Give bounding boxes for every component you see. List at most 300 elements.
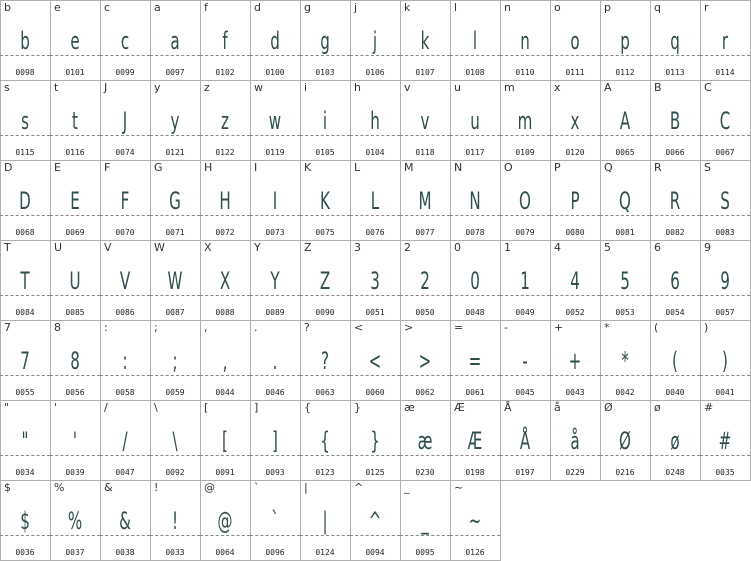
glyph-sample: B xyxy=(669,107,681,135)
character-label: ; xyxy=(154,321,158,334)
glyph-sample: Z xyxy=(319,267,331,295)
character-label: + xyxy=(554,321,564,334)
glyph-cell xyxy=(500,400,550,480)
glyph-cell xyxy=(350,0,400,80)
glyph-sample: > xyxy=(418,347,432,375)
char-code: 0101 xyxy=(65,68,85,77)
glyph-cell xyxy=(150,80,200,160)
character-label: q xyxy=(654,1,661,14)
glyph-cell xyxy=(600,0,650,80)
glyph-sample: 0 xyxy=(470,267,480,295)
char-code: 0066 xyxy=(665,148,685,157)
glyph-sample: ; xyxy=(172,347,178,375)
glyph-sample: v xyxy=(420,107,430,135)
glyph-sample: ^ xyxy=(368,507,382,535)
glyph-sample: X xyxy=(219,267,231,295)
glyph-cell xyxy=(150,320,200,400)
glyph-sample: H xyxy=(219,187,231,215)
glyph-sample: P xyxy=(570,187,580,215)
glyph-cell xyxy=(300,400,350,480)
char-code: 0075 xyxy=(315,228,335,237)
glyph-cell xyxy=(200,320,250,400)
char-code: 0123 xyxy=(315,468,335,477)
character-label: Z xyxy=(304,241,312,254)
character-label: N xyxy=(454,161,463,174)
glyph-cell xyxy=(50,240,100,320)
glyph-sample: q xyxy=(670,27,680,55)
glyph-sample: ( xyxy=(672,347,678,375)
glyph-cell xyxy=(500,160,550,240)
character-label: w xyxy=(254,81,263,94)
glyph-cell xyxy=(300,320,350,400)
glyph-sample: z xyxy=(221,107,229,135)
glyph-sample: F xyxy=(120,187,130,215)
character-label: ] xyxy=(254,401,259,414)
character-label: A xyxy=(604,81,612,94)
character-label: 5 xyxy=(604,241,611,254)
char-code: 0229 xyxy=(565,468,585,477)
glyph-sample: Æ xyxy=(467,427,483,455)
char-code: 0061 xyxy=(465,388,485,397)
glyph-sample: | xyxy=(322,507,328,535)
character-label: { xyxy=(304,401,311,414)
character-label: H xyxy=(204,161,213,174)
glyph-cell xyxy=(100,400,150,480)
character-label: ~ xyxy=(454,481,464,494)
glyph-cell xyxy=(500,240,550,320)
character-label: k xyxy=(404,1,411,14)
glyph-cell xyxy=(350,160,400,240)
glyph-cell xyxy=(550,160,600,240)
glyph-sample: T xyxy=(20,267,30,295)
char-code: 0081 xyxy=(615,228,635,237)
character-label: t xyxy=(54,81,59,94)
character-label: O xyxy=(504,161,513,174)
glyph-sample: 9 xyxy=(720,267,730,295)
character-label: f xyxy=(204,1,208,14)
char-code: 0038 xyxy=(115,548,135,557)
glyph-cell xyxy=(400,160,450,240)
character-label: 9 xyxy=(704,241,711,254)
glyph-cell xyxy=(100,480,150,560)
char-code: 0070 xyxy=(115,228,135,237)
glyph-cell xyxy=(450,160,500,240)
char-code: 0114 xyxy=(715,68,735,77)
glyph-cell xyxy=(400,0,450,80)
character-label: ) xyxy=(704,321,709,334)
glyph-sample: } xyxy=(370,427,380,455)
glyph-cell xyxy=(0,480,50,560)
glyph-sample: 5 xyxy=(620,267,630,295)
glyph-cell xyxy=(550,240,600,320)
glyph-sample: O xyxy=(519,187,531,215)
character-label: Å xyxy=(504,401,512,414)
char-code: 0076 xyxy=(365,228,385,237)
glyph-sample: D xyxy=(19,187,31,215)
char-code: 0122 xyxy=(215,148,235,157)
char-code: 0077 xyxy=(415,228,435,237)
character-label: D xyxy=(4,161,13,174)
glyph-sample: V xyxy=(119,267,131,295)
char-code: 0090 xyxy=(315,308,335,317)
glyph-cell xyxy=(400,240,450,320)
character-label: % xyxy=(54,481,65,494)
char-code: 0050 xyxy=(415,308,435,317)
glyph-cell xyxy=(600,320,650,400)
char-code: 0120 xyxy=(565,148,585,157)
char-code: 0102 xyxy=(215,68,235,77)
glyph-cell xyxy=(700,400,750,480)
char-code: 0059 xyxy=(165,388,185,397)
character-label: ( xyxy=(654,321,659,334)
char-code: 0044 xyxy=(215,388,235,397)
char-code: 0125 xyxy=(365,468,385,477)
glyph-sample: _ xyxy=(421,507,429,535)
char-code: 0042 xyxy=(615,388,635,397)
glyph-sample: : xyxy=(122,347,128,375)
char-code: 0197 xyxy=(515,468,535,477)
glyph-cell xyxy=(150,240,200,320)
glyph-cell xyxy=(650,400,700,480)
glyph-cell xyxy=(550,400,600,480)
glyph-sample: d xyxy=(270,27,280,55)
character-label: m xyxy=(504,81,515,94)
glyph-sample: n xyxy=(520,27,530,55)
glyph-cell xyxy=(0,160,50,240)
char-code: 0040 xyxy=(665,388,685,397)
glyph-sample: / xyxy=(122,427,128,455)
character-label: ^ xyxy=(354,481,364,494)
character-label: i xyxy=(304,81,308,94)
char-code: 0093 xyxy=(265,468,285,477)
char-code: 0080 xyxy=(565,228,585,237)
glyph-sample: y xyxy=(170,107,180,135)
glyph-sample: ? xyxy=(320,347,330,375)
glyph-cell xyxy=(100,320,150,400)
glyph-sample: - xyxy=(522,347,528,375)
char-code: 0108 xyxy=(465,68,485,77)
glyph-cell xyxy=(300,0,350,80)
char-code: 0091 xyxy=(215,468,235,477)
character-label: # xyxy=(704,401,714,414)
char-code: 0073 xyxy=(265,228,285,237)
glyph-cell xyxy=(0,320,50,400)
character-label: l xyxy=(454,1,458,14)
glyph-sample: t xyxy=(72,107,78,135)
glyph-sample: C xyxy=(719,107,731,135)
glyph-cell xyxy=(150,400,200,480)
glyph-sample: 7 xyxy=(20,347,30,375)
character-label: M xyxy=(404,161,414,174)
character-label: v xyxy=(404,81,411,94)
glyph-sample: 8 xyxy=(70,347,80,375)
char-code: 0216 xyxy=(615,468,635,477)
glyph-cell xyxy=(50,80,100,160)
glyph-cell xyxy=(50,0,100,80)
char-code: 0060 xyxy=(365,388,385,397)
character-label: > xyxy=(404,321,414,334)
char-code: 0049 xyxy=(515,308,535,317)
glyph-cell xyxy=(300,480,350,560)
char-code: 0043 xyxy=(565,388,585,397)
char-code: 0063 xyxy=(315,388,335,397)
glyph-sample: Y xyxy=(270,267,280,295)
glyph-sample: + xyxy=(568,347,582,375)
glyph-sample: e xyxy=(70,27,80,55)
glyph-sample: c xyxy=(120,27,130,55)
character-label: z xyxy=(204,81,210,94)
char-code: 0067 xyxy=(715,148,735,157)
glyph-cell xyxy=(450,0,500,80)
glyph-cell xyxy=(600,80,650,160)
character-label: I xyxy=(254,161,258,174)
glyph-cell xyxy=(250,240,300,320)
char-code: 0064 xyxy=(215,548,235,557)
glyph-cell xyxy=(400,480,450,560)
glyph-sample: r xyxy=(721,27,729,55)
char-code: 0072 xyxy=(215,228,235,237)
character-label: , xyxy=(204,321,208,334)
character-label: : xyxy=(104,321,108,334)
glyph-cell xyxy=(100,80,150,160)
glyph-sample: Å xyxy=(519,427,531,455)
character-label: p xyxy=(604,1,611,14)
glyph-sample: U xyxy=(69,267,81,295)
character-label: e xyxy=(54,1,61,14)
glyph-sample: % xyxy=(67,507,83,535)
character-label: $ xyxy=(4,481,11,494)
glyph-cell xyxy=(150,480,200,560)
glyph-sample: { xyxy=(320,427,330,455)
glyph-sample: ] xyxy=(272,427,278,455)
char-code: 0117 xyxy=(465,148,485,157)
character-label: < xyxy=(354,321,364,334)
character-label: Y xyxy=(254,241,261,254)
char-code: 0039 xyxy=(65,468,85,477)
glyph-sample: Ø xyxy=(619,427,631,455)
glyph-cell xyxy=(650,0,700,80)
character-label: = xyxy=(454,321,464,334)
character-label: } xyxy=(354,401,361,414)
char-code: 0085 xyxy=(65,308,85,317)
char-code: 0034 xyxy=(15,468,35,477)
character-label: s xyxy=(4,81,10,94)
glyph-cell xyxy=(450,240,500,320)
character-label: n xyxy=(504,1,511,14)
glyph-cell xyxy=(550,320,600,400)
glyph-cell xyxy=(100,160,150,240)
character-label: V xyxy=(104,241,112,254)
glyph-sample: æ xyxy=(417,427,433,455)
glyph-sample: W xyxy=(167,267,183,295)
glyph-sample: J xyxy=(122,107,128,135)
char-code: 0057 xyxy=(715,308,735,317)
char-code: 0088 xyxy=(215,308,235,317)
char-code: 0053 xyxy=(615,308,635,317)
glyph-cell xyxy=(500,80,550,160)
glyph-cell xyxy=(700,80,750,160)
glyph-sample: ø xyxy=(670,427,680,455)
character-label: ` xyxy=(254,481,260,494)
glyph-sample: k xyxy=(420,27,430,55)
glyph-cell xyxy=(650,80,700,160)
glyph-cell xyxy=(400,320,450,400)
char-code: 0112 xyxy=(615,68,635,77)
glyph-sample: $ xyxy=(20,507,30,535)
char-code: 0051 xyxy=(365,308,385,317)
char-code: 0071 xyxy=(165,228,185,237)
character-label: o xyxy=(554,1,561,14)
char-code: 0106 xyxy=(365,68,385,77)
char-code: 0230 xyxy=(415,468,435,477)
glyph-cell xyxy=(700,240,750,320)
glyph-cell xyxy=(600,160,650,240)
character-label: @ xyxy=(204,481,215,494)
character-label: _ xyxy=(404,481,410,494)
char-code: 0092 xyxy=(165,468,185,477)
character-label: W xyxy=(154,241,165,254)
character-label: B xyxy=(654,81,662,94)
glyph-sample: . xyxy=(272,347,278,375)
glyph-cell xyxy=(550,80,600,160)
character-label: Æ xyxy=(454,401,465,414)
char-code: 0079 xyxy=(515,228,535,237)
char-code: 0047 xyxy=(115,468,135,477)
glyph-sample: i xyxy=(322,107,328,135)
character-label: b xyxy=(4,1,11,14)
glyph-sample: M xyxy=(418,187,432,215)
glyph-cell xyxy=(350,480,400,560)
glyph-sample: 4 xyxy=(570,267,580,295)
glyph-cell xyxy=(450,320,500,400)
character-label: ø xyxy=(654,401,661,414)
character-label: c xyxy=(104,1,111,14)
glyph-sample: N xyxy=(469,187,481,215)
char-code: 0103 xyxy=(315,68,335,77)
glyph-cell xyxy=(50,320,100,400)
glyph-cell xyxy=(600,240,650,320)
char-code: 0058 xyxy=(115,388,135,397)
glyph-sample: @ xyxy=(217,507,233,535)
char-code: 0099 xyxy=(115,68,135,77)
char-code: 0083 xyxy=(715,228,735,237)
glyph-cell xyxy=(450,80,500,160)
glyph-cell xyxy=(50,480,100,560)
character-label: Q xyxy=(604,161,613,174)
character-label: g xyxy=(304,1,311,14)
char-code: 0124 xyxy=(315,548,335,557)
character-label: J xyxy=(104,81,108,94)
glyph-cell xyxy=(150,0,200,80)
character-label: L xyxy=(354,161,361,174)
glyph-cell xyxy=(0,240,50,320)
char-code: 0248 xyxy=(665,468,685,477)
glyph-sample: å xyxy=(570,427,580,455)
glyph-sample: A xyxy=(619,107,631,135)
character-label: " xyxy=(4,401,10,414)
character-label: y xyxy=(154,81,161,94)
glyph-sample: L xyxy=(370,187,380,215)
glyph-cell xyxy=(200,80,250,160)
glyph-sample: ) xyxy=(722,347,728,375)
char-code: 0045 xyxy=(515,388,535,397)
glyph-cell xyxy=(50,160,100,240)
character-label: & xyxy=(104,481,113,494)
char-code: 0068 xyxy=(15,228,35,237)
character-label: 0 xyxy=(454,241,461,254)
char-code: 0116 xyxy=(65,148,85,157)
glyph-cell xyxy=(250,400,300,480)
character-label: 4 xyxy=(554,241,561,254)
glyph-sample: a xyxy=(170,27,180,55)
character-label: - xyxy=(504,321,508,334)
character-label: å xyxy=(554,401,561,414)
glyph-sample: u xyxy=(470,107,480,135)
glyph-sample: [ xyxy=(222,427,228,455)
glyph-cell xyxy=(0,0,50,80)
char-code: 0198 xyxy=(465,468,485,477)
character-label: 1 xyxy=(504,241,511,254)
character-label: ? xyxy=(304,321,310,334)
character-label: 2 xyxy=(404,241,411,254)
glyph-sample: K xyxy=(320,187,330,215)
character-label: r xyxy=(704,1,709,14)
character-label: u xyxy=(454,81,461,94)
glyph-sample: I xyxy=(272,187,278,215)
character-label: h xyxy=(354,81,361,94)
character-label: U xyxy=(54,241,63,254)
character-label: 3 xyxy=(354,241,361,254)
glyph-cell xyxy=(200,160,250,240)
char-code: 0126 xyxy=(465,548,485,557)
char-code: 0105 xyxy=(315,148,335,157)
char-code: 0098 xyxy=(15,68,35,77)
glyph-sample: ! xyxy=(171,507,179,535)
glyph-cell xyxy=(350,320,400,400)
character-label: | xyxy=(304,481,308,494)
char-code: 0095 xyxy=(415,548,435,557)
glyph-cell xyxy=(200,400,250,480)
char-code: 0084 xyxy=(15,308,35,317)
character-label: Ø xyxy=(604,401,613,414)
glyph-sample: # xyxy=(718,427,732,455)
glyph-cell xyxy=(250,320,300,400)
glyph-cell xyxy=(450,400,500,480)
glyph-cell xyxy=(200,480,250,560)
glyph-sample: ' xyxy=(72,427,78,455)
char-code: 0041 xyxy=(715,388,735,397)
glyph-cell xyxy=(700,0,750,80)
char-code: 0086 xyxy=(115,308,135,317)
glyph-cell xyxy=(50,400,100,480)
glyph-cell xyxy=(700,160,750,240)
glyph-cell xyxy=(650,240,700,320)
glyph-sample: * xyxy=(621,347,629,375)
char-code: 0069 xyxy=(65,228,85,237)
char-code: 0111 xyxy=(565,68,585,77)
char-code: 0104 xyxy=(365,148,385,157)
glyph-cell xyxy=(0,400,50,480)
char-code: 0036 xyxy=(15,548,35,557)
glyph-cell xyxy=(600,400,650,480)
glyph-cell xyxy=(650,160,700,240)
glyph-cell xyxy=(350,240,400,320)
glyph-sample: < xyxy=(368,347,382,375)
character-label: * xyxy=(604,321,610,334)
glyph-cell xyxy=(500,0,550,80)
glyph-cell xyxy=(300,240,350,320)
glyph-cell xyxy=(150,160,200,240)
